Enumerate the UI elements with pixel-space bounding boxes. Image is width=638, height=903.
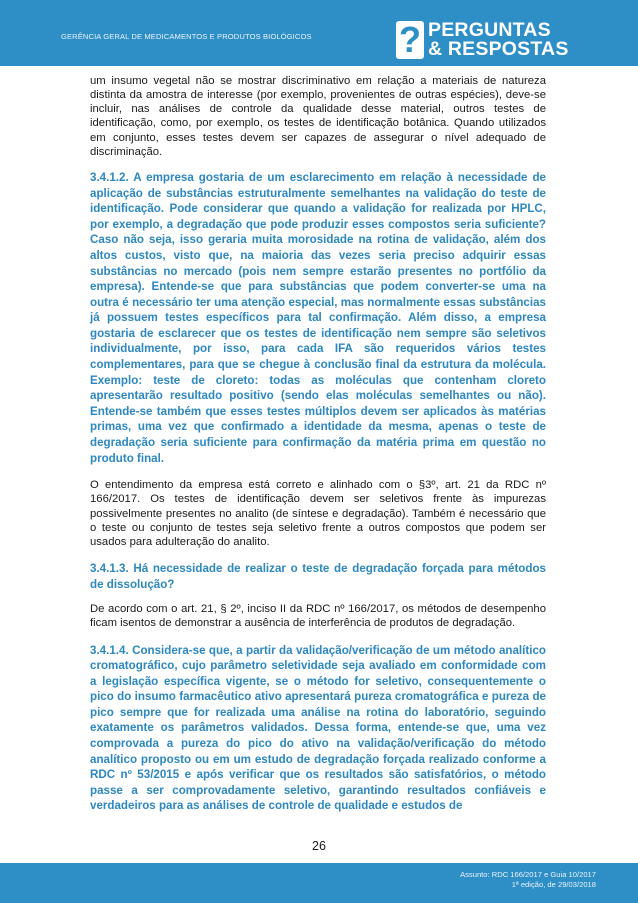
page-body — [90, 74, 546, 813]
question-3-4-1-3: 3.4.1.3. Há necessidade de realizar o teste de degradação forçada para métodos de dissolução? — [90, 562, 546, 591]
page-number: 26 — [312, 839, 326, 853]
page-header — [0, 0, 638, 66]
answer-3-4-1-3: De acordo com o art. 21, § 2º, inciso II da RDC nº 166/2017, os métodos de desempenho ficam isentos de demonstrar a ausência de interferência de produtos de degradação. — [90, 603, 546, 630]
header-agency-label: GERÊNCIA GERAL DE MEDICAMENTOS E PRODUTOS BIOLÓGICOS — [61, 32, 312, 41]
logo-line-respostas: & RESPOSTAS — [428, 38, 569, 60]
perguntas-respostas-logo — [396, 21, 596, 61]
logo-line-perguntas: PERGUNTAS — [428, 19, 551, 41]
question-mark-icon: ? — [396, 21, 424, 59]
answer-3-4-1-2: O entendimento da empresa está correto e alinhado com o §3º, art. 21 da RDC nº 166/2017. Os testes de identificação devem ser seletivos frente às impurezas possivelmente presentes no analito (de síntese e degradação). Também é necessário que o teste ou conjunto de testes seja seletivo frente a outros compostos que podem ser usados para adulteração do analito. — [90, 479, 546, 548]
footer-edition: 1ª edição, de 29/03/2018 — [511, 880, 596, 889]
page-footer — [0, 863, 638, 903]
footer-subject: Assunto: RDC 166/2017 e Guia 10/2017 — [460, 870, 596, 879]
question-3-4-1-4: 3.4.1.4. Considera-se que, a partir da validação/verificação de um método analítico cromatográfico, cujo parâmetro seletividade seja avaliado em conformidade com a legislação específica vigente, se o método for seletivo, consequentemente o pico do insumo farmacêutico ativo apresentará pureza cromatográfica e pureza de pico sempre que for realizada uma análise na rotina do laboratório, seguindo exatamente os parâmetros validados. Dessa forma, entende-se que, uma vez comprovada a pureza do pico do ativo na validação/verificação do método analítico proposto ou em um estudo de degradação forçada realizado conforme a RDC nº 53/2015 e após verificar que os resultados são satisfatórios, o método passe a ser comprovadamente seletivo, garantindo resultados confiáveis e verdadeiros para as análises de controle de qualidade e estudos de — [90, 643, 546, 813]
question-3-4-1-2: 3.4.1.2. A empresa gostaria de um esclarecimento em relação à necessidade de aplicação de substâncias estruturalmente semelhantes na validação do teste de identificação. Pode considerar que quando a validação for realizada por HPLC, por exemplo, a degradação que pode produzir esses compostos seria suficiente? Caso não seja, isso geraria muita morosidade na rotina de validação, além dos altos custos, visto que, na maioria das vezes seria preciso adquirir essas substâncias no mercado (pois nem sempre estarão presentes no portfólio da empresa). Entende-se que para substâncias que podem converter-se uma na outra é necessário ter uma atenção especial, mas normalmente essas substâncias já possuem testes específicos para tal confirmação. Além disso, a empresa gostaria de esclarecer que os testes de identificação nem sempre são seletivos individualmente, por isso, para cada IFA são requeridos vários testes complementares, para que se chegue à conclusão final da estrutura da molécula. Exemplo: teste de cloreto: todas as moléculas que contenham cloreto apresentarão resultado positivo (sendo elas moléculas semelhantes ou não). Entende-se também que esses testes múltiplos devem ser aplicados às matérias primas, uma vez que confirmado a identidade da mesma, apenas o teste de degradação seria suficiente para confirmação da matéria prima em questão no produto final. — [90, 170, 546, 465]
intro-paragraph: um insumo vegetal não se mostrar discriminativo em relação a materiais de natureza distinta da amostra de interesse (por exemplo, provenientes de outras espécies), deve-se incluir, nas análises de controle da qualidade desse material, outros testes de identificação, como, por exemplo, os testes de identificação botânica. Quando utilizados em conjunto, esses testes devem ser capazes de assegurar o nível adequado de discriminação. — [90, 75, 546, 158]
